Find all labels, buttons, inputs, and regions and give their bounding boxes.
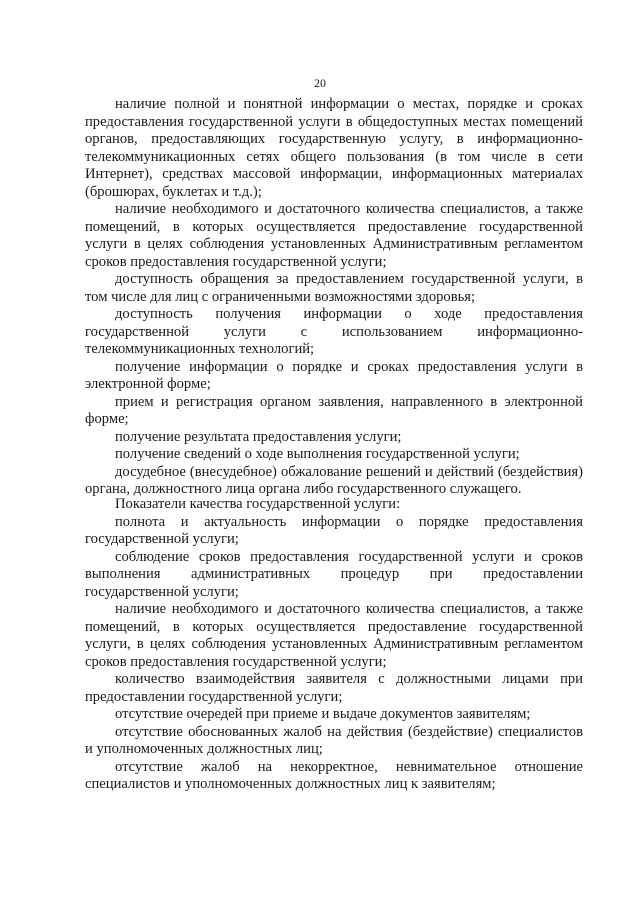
paragraph-completeness: полнота и актуальность информации о порядке предоставления государственной услуги;	[85, 513, 583, 547]
paragraph-appeal: досудебное (внесудебное) обжалование решений и действий (бездействия) органа, должностного лица органа либо государственного служащего.	[85, 463, 583, 497]
paragraph-result: получение результата предоставления услуги;	[115, 428, 402, 445]
paragraph-no-queues: отсутствие очередей при приеме и выдаче документов заявителям;	[115, 706, 531, 722]
paragraph-progress: получение сведений о ходе выполнения государственной услуги;	[115, 446, 520, 462]
paragraph-it-info: доступность получения информации о ходе предоставления государственной услуги с использованием информационно-телекоммуникационных технологий;	[85, 306, 583, 357]
availability-indicators	[85, 96, 583, 499]
paragraph-electronic-info: получение информации о порядке и сроках предоставления услуги в электронной форме;	[85, 358, 583, 392]
page-number: 20	[314, 76, 326, 90]
paragraph-electronic-application: прием и регистрация органом заявления, направленного в электронной форме;	[85, 393, 583, 427]
paragraph-specialists: наличие необходимого и достаточного количества специалистов, а также помещений, в которых осуществляется предоставление государственной услуги в целях соблюдения установленных Административным регламентом сроков предоставления государственной услуги;	[85, 201, 583, 270]
paragraph-specialists-quality: наличие необходимого и достаточного количества специалистов, а также помещений, в которых осуществляется предоставление государственной услуги, в целях соблюдения установленных Административным регламентом сроков предоставления государственной услуги;	[85, 601, 583, 670]
quality-indicators	[85, 496, 583, 794]
paragraph-no-complaints: отсутствие обоснованных жалоб на действия (бездействие) специалистов и уполномоченных должностных лиц;	[85, 723, 583, 757]
paragraph-accessibility: доступность обращения за предоставлением государственной услуги, в том числе для лиц с ограниченными возможностями здоровья;	[85, 271, 583, 305]
quality-heading: Показатели качества государственной услуги:	[115, 496, 401, 512]
paragraph-deadlines: соблюдение сроков предоставления государственной услуги и сроков выполнения административных процедур при предоставлении государственной услуги;	[85, 548, 583, 600]
paragraph-info-availability: наличие полной и понятной информации о местах, порядке и сроках предоставления государственной услуги в общедоступных местах помещений органов, предоставляющих государственную услугу, в информационно-телекоммуникационных сетях общего пользования (в том числе в сети Интернет), средствах массовой информации, информационных материалах (брошюрах, буклетах и т.д.);	[85, 96, 583, 200]
paragraph-no-incorrect-attitude: отсутствие жалоб на некорректное, невнимательное отношение специалистов и уполномоченных должностных лиц к заявителям;	[85, 758, 583, 792]
paragraph-interactions: количество взаимодействия заявителя с должностными лицами при предоставлении государственной услуги;	[85, 671, 583, 705]
